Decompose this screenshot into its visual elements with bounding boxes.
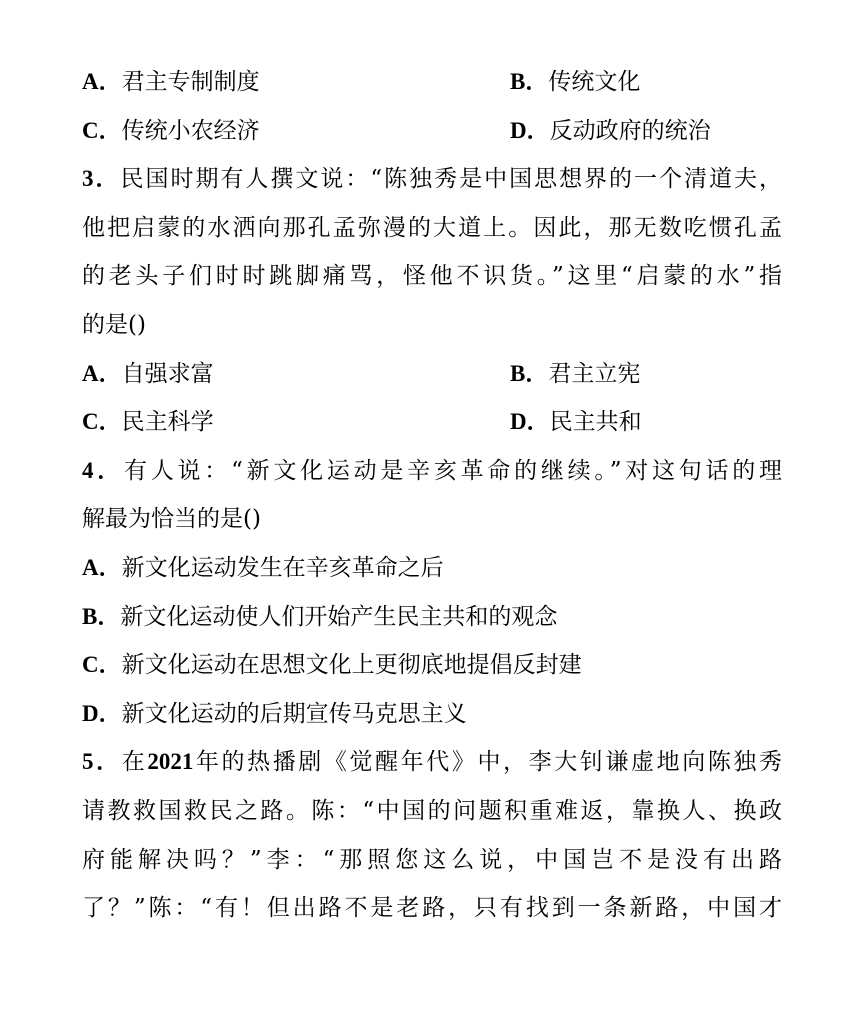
q5-stem-line-4: 了？”陈：“有！但出路不是老路，只有找到一条新路，中国才: [82, 895, 782, 922]
q4-option-c: [82, 641, 782, 690]
option-text: 君主立宪: [548, 360, 641, 387]
option-letter: B．: [82, 603, 121, 629]
question-number: 3．: [82, 166, 121, 192]
question-text-pre: 在: [121, 749, 148, 776]
q2-option-d: [510, 107, 782, 156]
q2-options-row-1: [82, 58, 782, 107]
q3-options-row-1: [82, 350, 782, 399]
q3-stem-line-3: 的老头子们时时跳脚痛骂，怪他不识货。”这里“启蒙的水”指: [82, 263, 782, 290]
option-letter: C．: [82, 409, 122, 435]
option-text: 新文化运动的后期宣传马克思主义: [121, 700, 467, 727]
option-text: 传统小农经济: [121, 117, 260, 144]
q2-option-b: [510, 58, 782, 107]
q3-option-c: [82, 398, 510, 447]
option-letter: A．: [82, 554, 122, 580]
option-letter: A．: [82, 69, 122, 94]
q3-stem-line-1: [82, 155, 782, 204]
exam-page: [82, 58, 782, 933]
q3-option-b: [510, 350, 782, 399]
option-text: 新文化运动在思想文化上更彻底地提倡反封建: [121, 652, 582, 679]
q3-option-d: [510, 398, 782, 447]
option-text: 新文化运动发生在辛亥革命之后: [121, 554, 444, 581]
question-text: 有人说：“新文化运动是辛亥革命的继续。”对这句话的理: [124, 457, 782, 484]
q2-option-c: [82, 107, 510, 156]
q4-option-d: [82, 690, 782, 739]
option-text: 民主共和: [549, 409, 642, 436]
option-text: 自强求富: [121, 360, 214, 387]
option-letter: A．: [82, 360, 122, 386]
question-text: 民国时期有人撰文说：“陈独秀是中国思想界的一个清道夫，: [120, 166, 782, 193]
q5-stem-line-1: [82, 738, 782, 787]
q4-stem-line-2: 解最为恰当的是(): [82, 506, 261, 533]
option-text: 君主专制制度: [121, 69, 260, 95]
question-number: 4．: [82, 457, 125, 483]
q4-stem-line-1: [82, 447, 782, 496]
question-text-post: 年的热播剧《觉醒年代》中，李大钊谦虚地向陈独秀: [193, 749, 782, 776]
option-text: 民主科学: [121, 409, 214, 436]
q5-stem-line-2: 请教救国救民之路。陈：“中国的问题积重难返，靠换人、换政: [82, 797, 782, 824]
option-letter: C．: [82, 652, 122, 678]
q3-option-a: [82, 350, 510, 399]
q5-stem-line-3: 府能解决吗？”李：“那照您这么说，中国岂不是没有出路: [82, 846, 782, 873]
option-letter: D．: [510, 117, 550, 143]
q3-options-row-2: [82, 398, 782, 447]
q4-option-a: [82, 544, 782, 593]
q3-stem-line-2: 他把启蒙的水洒向那孔孟弥漫的大道上。因此，那无数吃惯孔孟: [82, 214, 782, 241]
option-letter: B．: [510, 360, 549, 386]
option-text: 反动政府的统治: [549, 117, 711, 144]
option-letter: D．: [82, 700, 122, 726]
option-letter: B．: [510, 69, 549, 94]
year-text: 2021: [147, 749, 194, 775]
q3-stem-line-4: 的是(): [82, 311, 146, 338]
q4-option-b: [82, 593, 782, 642]
question-number: 5．: [82, 749, 122, 775]
option-text: 传统文化: [548, 69, 641, 95]
option-letter: D．: [510, 409, 550, 435]
option-text: 新文化运动使人们开始产生民主共和的观念: [120, 603, 558, 630]
q2-options-row-2: [82, 107, 782, 156]
q2-option-a: [82, 58, 510, 107]
option-letter: C．: [82, 117, 122, 143]
